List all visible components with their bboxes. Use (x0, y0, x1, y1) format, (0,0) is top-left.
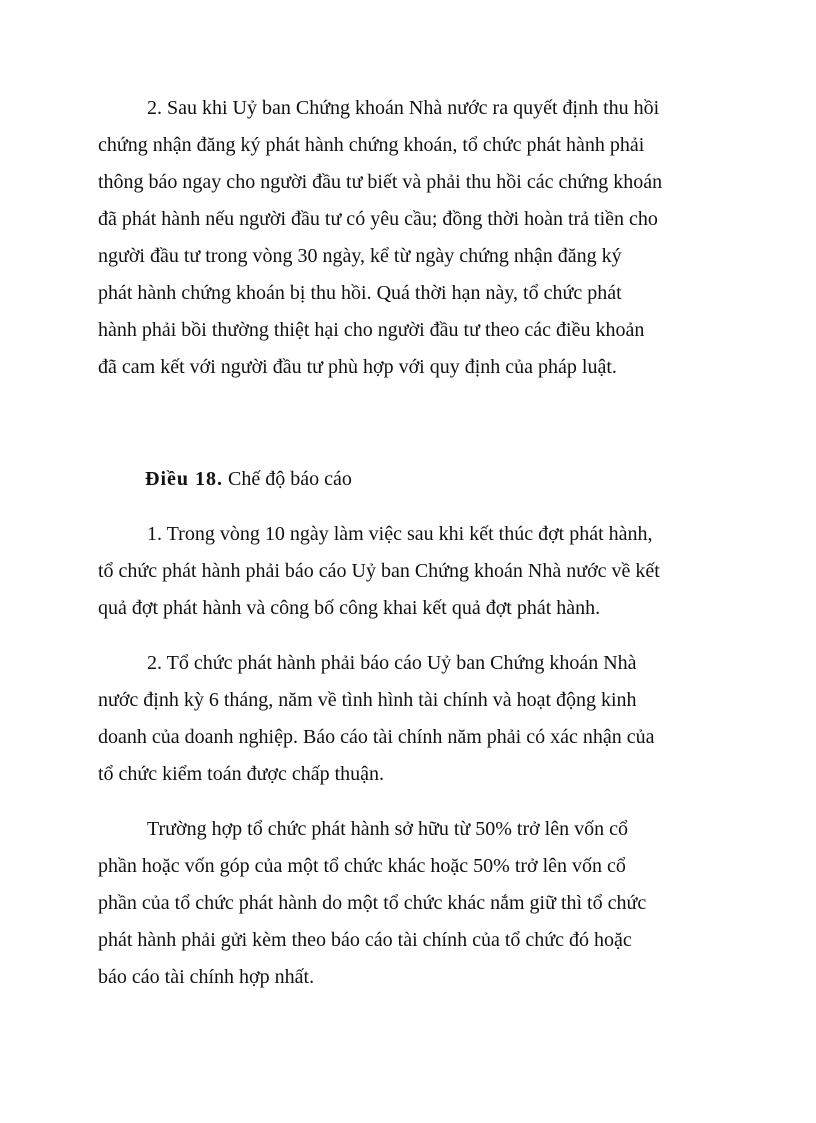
paragraph-line: nước định kỳ 6 tháng, năm về tình hình tài chính và hoạt động kinh (98, 689, 637, 711)
paragraph-line: phát hành phải gửi kèm theo báo cáo tài chính của tổ chức đó hoặc (98, 929, 632, 951)
paragraph-line: phát hành chứng khoán bị thu hồi. Quá thời hạn này, tổ chức phát (98, 282, 622, 304)
article-title: Chế độ báo cáo (223, 468, 352, 490)
paragraph-line: 2. Tổ chức phát hành phải báo cáo Uỷ ban Chứng khoán Nhà (147, 652, 637, 674)
paragraph-line: chứng nhận đăng ký phát hành chứng khoán, tổ chức phát hành phải (98, 134, 645, 156)
paragraph-line: tổ chức phát hành phải báo cáo Uỷ ban Chứng khoán Nhà nước về kết (98, 560, 660, 582)
article-heading (145, 467, 352, 491)
paragraph-line: phần của tổ chức phát hành do một tổ chức khác nắm giữ thì tổ chức (98, 892, 647, 914)
paragraph-line: phần hoặc vốn góp của một tổ chức khác hoặc 50% trở lên vốn cổ (98, 855, 626, 877)
paragraph-line: thông báo ngay cho người đầu tư biết và phải thu hồi các chứng khoán (98, 171, 663, 193)
paragraph-line: Trường hợp tổ chức phát hành sở hữu từ 50% trở lên vốn cổ (147, 818, 628, 840)
paragraph-line: quả đợt phát hành và công bố công khai kết quả đợt phát hành. (98, 597, 601, 619)
paragraph-line: đã cam kết với người đầu tư phù hợp với quy định của pháp luật. (98, 356, 617, 378)
paragraph-line: báo cáo tài chính hợp nhất. (98, 966, 315, 988)
paragraph-line: đã phát hành nếu người đầu tư có yêu cầu; đồng thời hoàn trả tiền cho (98, 208, 658, 230)
paragraph-line: tổ chức kiểm toán được chấp thuận. (98, 763, 385, 785)
article-number: Điều 18. (145, 468, 223, 490)
paragraph-line: 2. Sau khi Uỷ ban Chứng khoán Nhà nước ra quyết định thu hồi (147, 97, 660, 119)
paragraph-line: doanh của doanh nghiệp. Báo cáo tài chính năm phải có xác nhận của (98, 726, 655, 748)
paragraph-line: người đầu tư trong vòng 30 ngày, kể từ ngày chứng nhận đăng ký (98, 245, 622, 267)
paragraph-line: 1. Trong vòng 10 ngày làm việc sau khi kết thúc đợt phát hành, (147, 523, 653, 545)
paragraph-line: hành phải bồi thường thiệt hại cho người đầu tư theo các điều khoản (98, 319, 645, 341)
